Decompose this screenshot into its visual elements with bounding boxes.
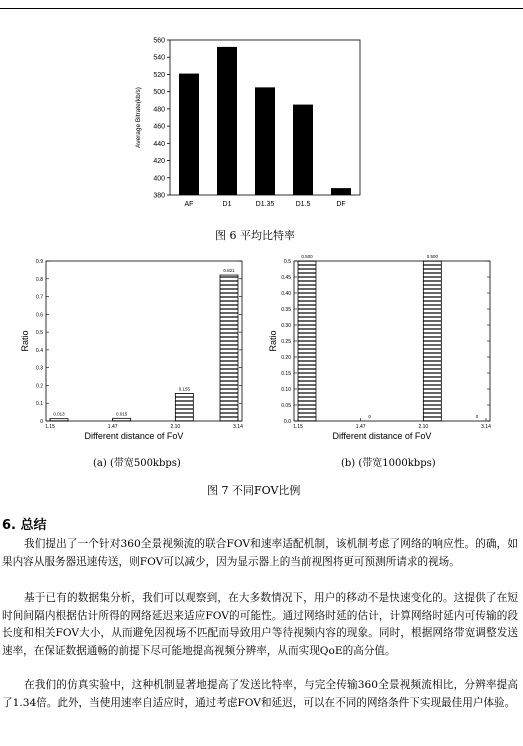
bar-d1-35 <box>255 87 275 195</box>
bitrate-bar-chart <box>120 30 380 215</box>
x-axis-label: Different distance of FoV <box>84 431 184 441</box>
x-tick-label: 1.15 <box>45 424 55 430</box>
y-tick-label: 0.10 <box>281 387 291 393</box>
fov-ratio-chart-1000kbps <box>262 255 502 445</box>
x-tick-label: 1.47 <box>355 424 366 430</box>
bar-d1 <box>217 47 237 195</box>
subfigure-a-caption: (a) (带宽500kbps) <box>93 458 181 469</box>
figure-6-caption: 图 6 平均比特率 <box>215 229 295 242</box>
bar-2-10 <box>423 261 441 421</box>
y-tick-label: 0 <box>40 419 43 425</box>
value-label: 0 <box>475 414 479 419</box>
y-tick-label: 0.05 <box>281 403 291 409</box>
y-tick-label: 0.0 <box>284 419 291 425</box>
x-tick-label: 3.14 <box>233 424 243 430</box>
paragraph-1: 我们提出了一个针对360全景视频流的联合FOV和速率适配机制，该机制考虑了网络的响应性。的确，如果内容从服务器迅速传送，则FOV可以减少，因为显示器上的当前视图将更可预测所请求的视场。 <box>2 538 518 568</box>
y-tick-label: 0.4 <box>36 347 43 354</box>
y-tick-label: 500 <box>153 89 165 97</box>
value-label: 0.015 <box>116 411 128 417</box>
value-label: 0.500 <box>426 254 438 259</box>
y-axis-label: Average Bitrate(kb/s) <box>135 87 142 148</box>
x-axis-label: Different distance of FoV <box>332 431 432 441</box>
y-tick-label: 560 <box>153 37 165 45</box>
value-label: 0 <box>368 414 371 419</box>
paragraph-3: 在我们的仿真实验中，这种机制显著地提高了发送比特率，与完全传输360全景视频流相比，分辨率提高了1.34倍。此外，当使用速率自适应时，通过考虑FOV和延迟，可以在不同的网络条件下实现最佳用户体验。 <box>2 679 518 709</box>
y-axis-label: Ratio <box>268 330 278 352</box>
plot-frame <box>46 261 242 421</box>
bar-af <box>179 74 199 195</box>
y-tick-label: 380 <box>153 192 165 200</box>
value-label: 0.821 <box>223 268 235 274</box>
x-tick-label: D1 <box>222 201 232 208</box>
y-tick-label: 440 <box>153 140 165 148</box>
y-tick-label: 0.1 <box>36 401 43 408</box>
y-tick-label: 480 <box>153 106 165 114</box>
y-tick-label: 460 <box>153 123 165 131</box>
x-tick-label: 3.14 <box>481 424 491 430</box>
bar-1-47 <box>113 418 131 421</box>
y-tick-label: 0.45 <box>281 275 291 281</box>
x-tick-label: 1.47 <box>107 424 118 430</box>
paragraph-2: 基于已有的数据集分析，我们可以观察到，在大多数情况下，用户的移动不是快速变化的。这提供了在短时间间隔内根据估计所得的网络延迟来适应FOV的可能性。通过网络时延的估计，计算网络时延内可传输的段长度和相关FOV大小，从而避免因视场不匹配而导致用户等待视频内容的现象。同时，根据网络带宽调整发送速率，在保证数据通畅的前提下尽可能地提高视频分辨率，从而实现QoE的高分值。 <box>2 592 518 657</box>
y-tick-label: 540 <box>153 54 165 62</box>
bar-3-14 <box>220 275 238 421</box>
x-tick-label: DF <box>336 201 346 208</box>
y-tick-label: 0.5 <box>36 330 43 337</box>
y-tick-label: 0.6 <box>36 312 43 319</box>
y-tick-label: 0.2 <box>36 383 43 390</box>
fov-ratio-chart-500kbps <box>14 255 254 445</box>
x-tick-label: D1.5 <box>295 201 311 208</box>
bar-d1-5 <box>293 105 313 195</box>
bar-df <box>331 188 351 195</box>
subfigure-b-caption: (b) (带宽1000kbps) <box>341 458 436 469</box>
bar-1-15 <box>298 261 316 421</box>
y-tick-label: 0.7 <box>36 294 43 301</box>
x-tick-label: 2.10 <box>418 424 429 430</box>
y-tick-label: 0.20 <box>281 355 291 361</box>
y-tick-label: 0.5 <box>284 259 291 265</box>
bar-1-15 <box>50 419 68 421</box>
header-rule <box>0 8 523 9</box>
y-tick-label: 420 <box>153 158 165 166</box>
bar-2-10 <box>175 393 193 421</box>
y-axis-label: Ratio <box>20 330 30 352</box>
x-tick-label: AF <box>184 201 194 208</box>
figure-7-caption: 图 7 不同FOV比例 <box>207 484 301 497</box>
y-tick-label: 0.9 <box>36 259 43 265</box>
section-title: 6. 总结 <box>2 518 47 533</box>
x-tick-label: D1.35 <box>255 201 275 208</box>
y-tick-label: 0.3 <box>36 365 43 372</box>
y-tick-label: 0.30 <box>281 323 291 329</box>
y-tick-label: 0.25 <box>281 339 291 345</box>
value-label: 0.155 <box>178 386 190 392</box>
value-label: 0.500 <box>301 254 313 259</box>
plot-frame <box>294 261 490 421</box>
y-tick-label: 0.8 <box>36 276 43 283</box>
y-tick-label: 400 <box>153 175 165 183</box>
x-tick-label: 2.10 <box>170 424 181 430</box>
y-tick-label: 0.35 <box>281 307 291 313</box>
y-tick-label: 520 <box>153 71 165 79</box>
x-tick-label: 1.15 <box>293 424 303 430</box>
y-tick-label: 0.15 <box>281 371 291 377</box>
value-label: 0.013 <box>53 411 65 417</box>
y-tick-label: 0.40 <box>281 291 291 297</box>
